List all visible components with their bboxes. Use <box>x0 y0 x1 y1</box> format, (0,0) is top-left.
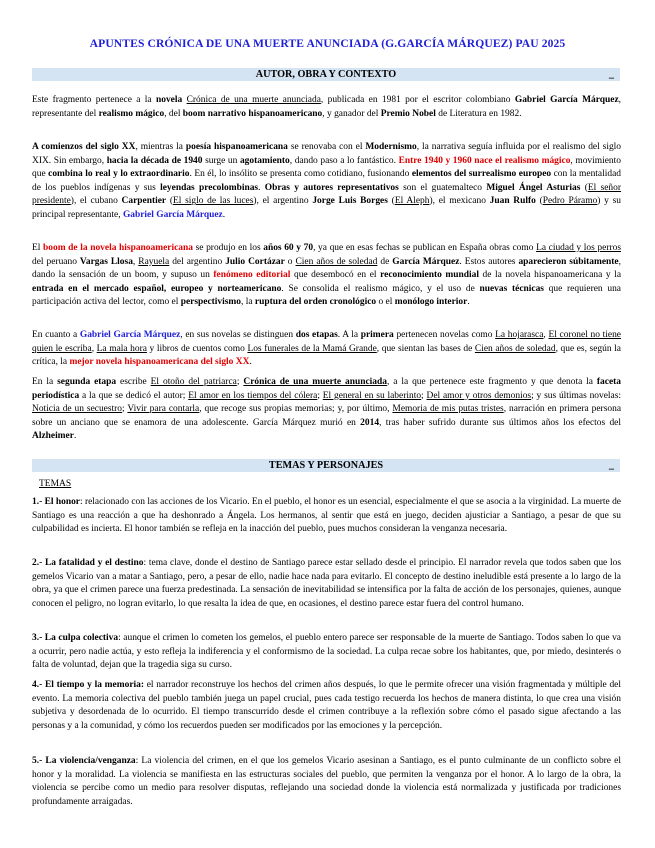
section-header-autor <box>32 68 620 81</box>
tema-1: 1.- El honor: relacionado con las acciones de los Vicario. En el pueblo, el honor es un esencial, especialmente el que se asocia a la virginidad. La muerte de Santiago es una reacción a que ha deshonrado a Ángela. Los hermanos, al sentir que está en juego, deciden ajusticiar a Santiago, a pesar de que su culpabilidad es incierta. El honor también se refleja en la inacción del pueblo, pues muchos consideran la venganza necesaria. <box>32 497 621 535</box>
paragraph-segunda-etapa: En la segunda etapa escribe El otoño del patriarca; Crónica de una muerte anunciada, a la que pertenece este fragmento y que denota la faceta periodística a la que se dedicó el autor; El amor en los tiempos del cólera; El general en su laberinto; Del amor y otros demonios; y sus últimas novelas: Noticia de un secuestro; Vivir para contarla, que recoge sus propias memorias; y, por último, Memoria de mis putas tristes, narración en primera persona sobre un anciano que se enamora de una adolescente. García Márquez murió en 2014, tras haber sufrido durante sus últimos años los efectos del Alzheimer. <box>32 377 622 442</box>
document-title: APUNTES CRÓNICA DE UNA MUERTE ANUNCIADA (G.GARCÍA MÁRQUEZ) PAU 2025 <box>89 37 566 50</box>
tema-5: 5.- La violencia/venganza: La violencia del crimen, en el que los gemelos Vicario asesinan a Santiago, es el punto culminante de un conflicto sobre el honor y la moralidad. La violencia se manifiesta en las estructuras sociales del pueblo, que permiten la venganza por el honor. A lo largo de la obra, la violencia se percibe como un medio para resolver disputas, reflejando una sociedad donde la violencia está normalizada y justificada por tradiciones profundamente arraigadas. <box>32 756 621 807</box>
section-heading: AUTOR, OBRA Y CONTEXTO <box>255 69 397 80</box>
tema-2: 2.- La fatalidad y el destino: tema clave, donde el destino de Santiago parece estar sellado desde el principio. El narrador revela que todos saben que los gemelos Vicario van a matar a Santiago, pero, a pesar de ello, nadie hace nada para evitarlo. El concepto de destino ineludible está presente a lo largo de la obra, ya que el crimen parece una fuerza predestinada. La sensación de inevitabilidad se intensifica por la falta de acción de los personajes, quienes, aunque conocen el peligro, no logran evitarlo, lo que resalta la idea de que, en ocasiones, el destino parece estar fuera del control humano. <box>32 558 621 609</box>
tema-4: 4.- El tiempo y la memoria: el narrador reconstruye los hechos del crimen años después, lo que le permite ofrecer una visión fragmentada y múltiple del evento. La memoria colectiva del pueblo también juega un papel crucial, pues cada testigo recuerda los hechos de manera distinta, lo que crea una visión subjetiva y desordenada de lo ocurrido. El tiempo transcurrido desde el crimen contribuye a la reflexión sobre cómo el pasado sigue afectando a las personas y a la comunidad, y cómo los recuerdos pueden ser modificados por las emociones y la percepción. <box>32 680 621 731</box>
section-trail: _ <box>608 460 614 471</box>
paragraph-intro: Este fragmento pertenece a la novela Crónica de una muerte anunciada, publicada en 1981 por el escritor colombiano Gabriel García Márquez, representante del realismo mágico, del boom narrativo hispanoamericano, y ganador del Premio Nobel de Literatura en 1982. <box>32 95 621 119</box>
section-heading: TEMAS Y PERSONAJES <box>268 460 384 471</box>
temas-subheading: TEMAS <box>39 479 72 489</box>
tema-3: 3.- La culpa colectiva: aunque el crimen lo cometen los gemelos, el pueblo entero parece ser responsable de la muerte de Santiago. Todos saben lo que va a ocurrir, pero nadie actúa, y esto refleja la indiferencia y el conformismo de la sociedad. La culpa recae sobre los habitantes, que, por miedo, desinterés o falta de voluntad, dejan que la tragedia siga su curso. <box>32 633 621 671</box>
paragraph-boom: El boom de la novela hispanoamericana se produjo en los años 60 y 70, ya que en esas fechas se publican en España obras como La ciudad y los perros del peruano Vargas Llosa, Rayuela del argentino Julio Cortázar o Cien años de soledad de García Márquez. Estos autores aparecieron súbitamente, dando la sensación de un boom, y supuso un fenómeno editorial que desembocó en el reconocimiento mundial de la novela hispanoamericana y la entrada en el mercado español, europeo y norteamericano. Se consolida el realismo mágico, y el uso de nuevas técnicas que requieren una participación activa del lector, como el perspectivismo, la ruptura del orden cronológico o el monólogo interior. <box>32 243 622 308</box>
paragraph-context: A comienzos del siglo XX, mientras la poesía hispanoamericana se renovaba con el Modernismo, la narrativa seguía influida por el realismo del siglo XIX. Sin embargo, hacia la década de 1940 surge un agotamiento, dando paso a lo fantástico. Entre 1940 y 1960 nace el realismo mágico, movimiento que combina lo real y lo extraordinario. En él, lo insólito se presenta como cotidiano, fusionando elementos del surrealismo europeo con la mentalidad de los pueblos indígenas y sus leyendas precolombinas. Obras y autores representativos son el guatemalteco Miguel Ángel Asturias (El señor presidente), el cubano Carpentier (El siglo de las luces), el argentino Jorge Luis Borges (El Aleph), el mexicano Juan Rulfo (Pedro Páramo) y su principal representante, Gabriel García Márquez. <box>32 142 622 220</box>
section-header-temas <box>32 459 620 472</box>
section-trail: _ <box>608 69 614 80</box>
paragraph-etapas: En cuanto a Gabriel García Márquez, en sus novelas se distinguen dos etapas. A la primera pertenecen novelas como La hojarasca, El coronel no tiene quien le escriba, La mala hora y libros de cuentos como Los funerales de la Mamá Grande, que sientan las bases de Cien años de soledad, que es, según la crítica, la mejor novela hispanoamericana del siglo XX. <box>32 330 621 368</box>
